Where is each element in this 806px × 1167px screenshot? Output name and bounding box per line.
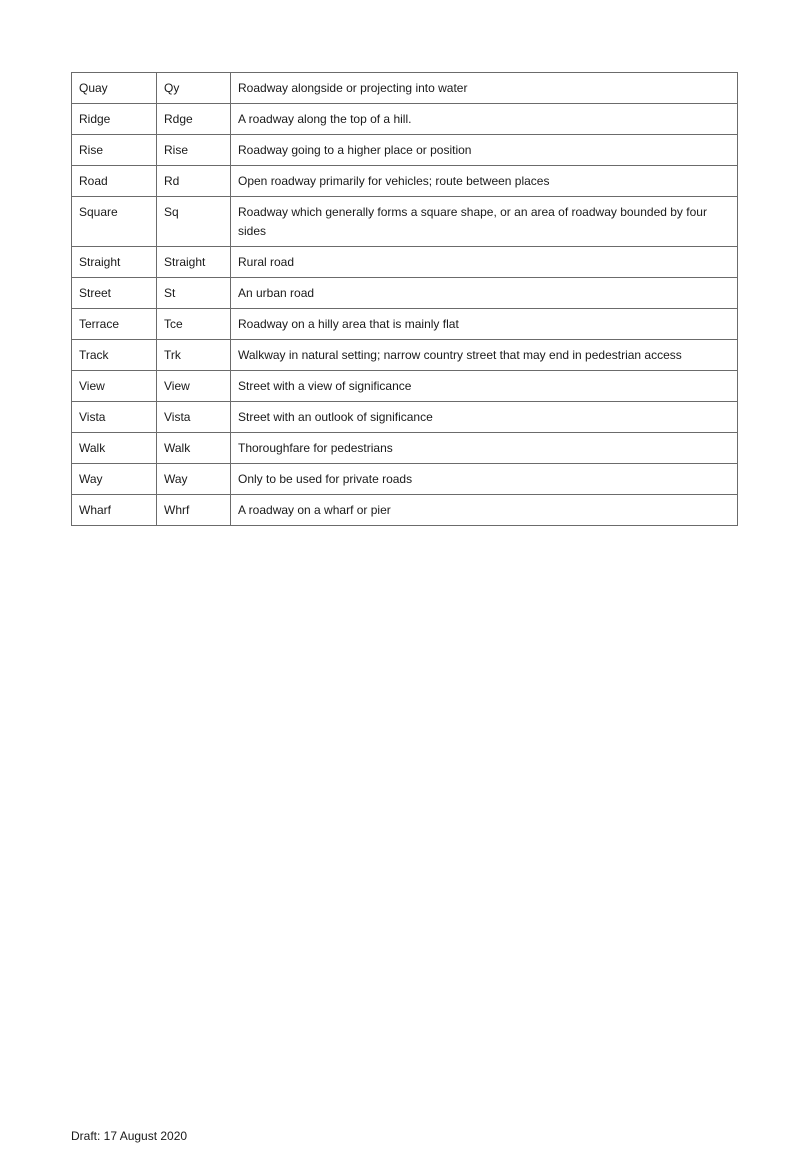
table-body — [72, 73, 738, 526]
description-cell: An urban road — [231, 278, 738, 309]
road-type-cell: Road — [72, 166, 157, 197]
road-type-cell: Track — [72, 340, 157, 371]
description-cell: Roadway which generally forms a square shape, or an area of roadway bounded by four sides — [231, 197, 738, 247]
road-type-cell: Wharf — [72, 495, 157, 526]
abbreviation-cell: View — [157, 371, 231, 402]
table-row — [72, 104, 738, 135]
road-type-cell: Square — [72, 197, 157, 247]
abbreviation-cell: Rise — [157, 135, 231, 166]
road-type-cell: Quay — [72, 73, 157, 104]
description-cell: Roadway on a hilly area that is mainly flat — [231, 309, 738, 340]
abbreviation-cell: Qy — [157, 73, 231, 104]
description-cell: Rural road — [231, 247, 738, 278]
table-row — [72, 278, 738, 309]
table-row — [72, 197, 738, 247]
abbreviation-cell: Sq — [157, 197, 231, 247]
draft-date-footer: Draft: 17 August 2020 — [71, 1129, 188, 1143]
description-cell: A roadway along the top of a hill. — [231, 104, 738, 135]
abbreviation-cell: Rdge — [157, 104, 231, 135]
description-cell: Roadway going to a higher place or position — [231, 135, 738, 166]
road-type-cell: Rise — [72, 135, 157, 166]
table-row — [72, 135, 738, 166]
table-row — [72, 247, 738, 278]
description-cell: Only to be used for private roads — [231, 464, 738, 495]
table-row — [72, 340, 738, 371]
description-cell: Thoroughfare for pedestrians — [231, 433, 738, 464]
description-cell: Street with a view of significance — [231, 371, 738, 402]
abbreviation-cell: Trk — [157, 340, 231, 371]
abbreviation-cell: Whrf — [157, 495, 231, 526]
abbreviation-cell: Straight — [157, 247, 231, 278]
road-type-cell: Walk — [72, 433, 157, 464]
abbreviation-cell: Vista — [157, 402, 231, 433]
abbreviation-cell: Tce — [157, 309, 231, 340]
table-row — [72, 402, 738, 433]
table-row — [72, 166, 738, 197]
description-cell: A roadway on a wharf or pier — [231, 495, 738, 526]
road-type-cell: Ridge — [72, 104, 157, 135]
road-type-cell: Street — [72, 278, 157, 309]
table-row — [72, 309, 738, 340]
abbreviation-cell: Way — [157, 464, 231, 495]
road-type-cell: Way — [72, 464, 157, 495]
description-cell: Street with an outlook of significance — [231, 402, 738, 433]
road-types-table — [71, 72, 738, 526]
description-cell: Walkway in natural setting; narrow country street that may end in pedestrian access — [231, 340, 738, 371]
table-row — [72, 73, 738, 104]
description-cell: Open roadway primarily for vehicles; route between places — [231, 166, 738, 197]
table-row — [72, 371, 738, 402]
road-type-cell: Terrace — [72, 309, 157, 340]
road-type-cell: Straight — [72, 247, 157, 278]
road-type-cell: Vista — [72, 402, 157, 433]
table-row — [72, 464, 738, 495]
table-row — [72, 433, 738, 464]
abbreviation-cell: Walk — [157, 433, 231, 464]
abbreviation-cell: Rd — [157, 166, 231, 197]
road-type-cell: View — [72, 371, 157, 402]
table-row — [72, 495, 738, 526]
abbreviation-cell: St — [157, 278, 231, 309]
description-cell: Roadway alongside or projecting into water — [231, 73, 738, 104]
